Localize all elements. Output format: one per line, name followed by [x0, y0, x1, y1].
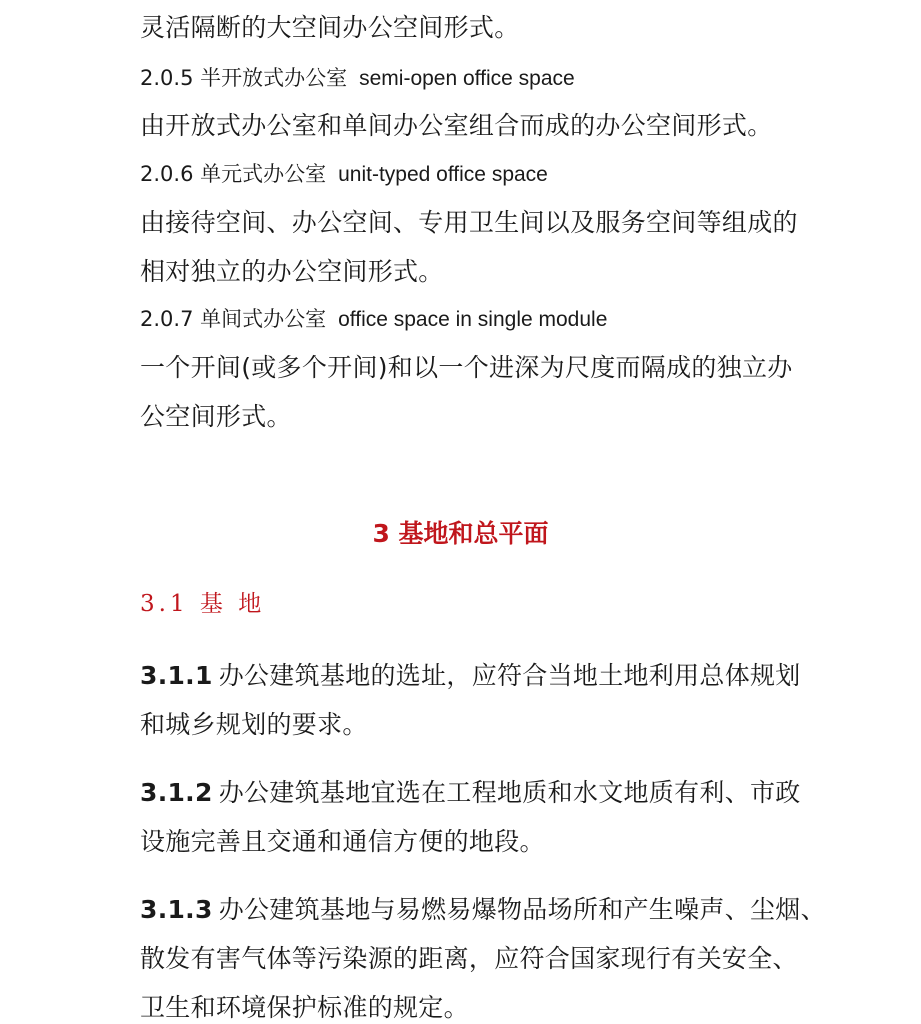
clause-text: 设施完善且交通和通信方便的地段。	[140, 827, 545, 856]
clause-text: 卫生和环境保护标准的规定。	[140, 993, 469, 1022]
definition-text: 公空间形式。	[140, 402, 292, 431]
clause-3-1-3	[140, 890, 826, 926]
term-cn: 2.0.7 单间式办公室	[140, 307, 327, 331]
term-heading-2-0-7	[140, 303, 607, 333]
term-cn: 2.0.5 半开放式办公室	[140, 66, 348, 90]
term-cn: 2.0.6 单元式办公室	[140, 162, 327, 186]
term-en: office space in single module	[338, 308, 608, 331]
definition-text: 相对独立的办公空间形式。	[140, 257, 444, 286]
term-heading-2-0-5	[140, 62, 575, 92]
definition-text: 由开放式办公室和单间办公室组合而成的办公空间形式。	[140, 111, 773, 140]
term-heading-2-0-6	[140, 158, 548, 188]
definition-text: 一个开间(或多个开间)和以一个进深为尺度而隔成的独立办	[140, 353, 793, 382]
clause-text: 和城乡规划的要求。	[140, 710, 368, 739]
clause-text: 办公建筑基地的选址，应符合当地土地利用总体规划	[218, 661, 801, 690]
definition-text: 灵活隔断的大空间办公空间形式。	[140, 13, 520, 42]
clause-3-1-1	[140, 656, 801, 692]
clause-text: 办公建筑基地宜选在工程地质和水文地质有利、市政	[218, 778, 801, 807]
section-title: 3.1 基 地	[140, 591, 266, 617]
clause-text: 办公建筑基地与易燃易爆物品场所和产生噪声、尘烟、	[218, 895, 826, 924]
term-en: unit-typed office space	[338, 163, 548, 186]
clause-number: 3.1.2	[140, 778, 213, 807]
clause-3-1-2	[140, 773, 801, 809]
clause-number: 3.1.3	[140, 895, 213, 924]
term-en: semi-open office space	[359, 67, 575, 90]
clause-text: 散发有害气体等污染源的距离，应符合国家现行有关安全、	[140, 944, 798, 973]
definition-text: 由接待空间、办公空间、专用卫生间以及服务空间等组成的	[140, 208, 798, 237]
clause-number: 3.1.1	[140, 661, 213, 690]
chapter-title: 3 基地和总平面	[372, 519, 549, 548]
